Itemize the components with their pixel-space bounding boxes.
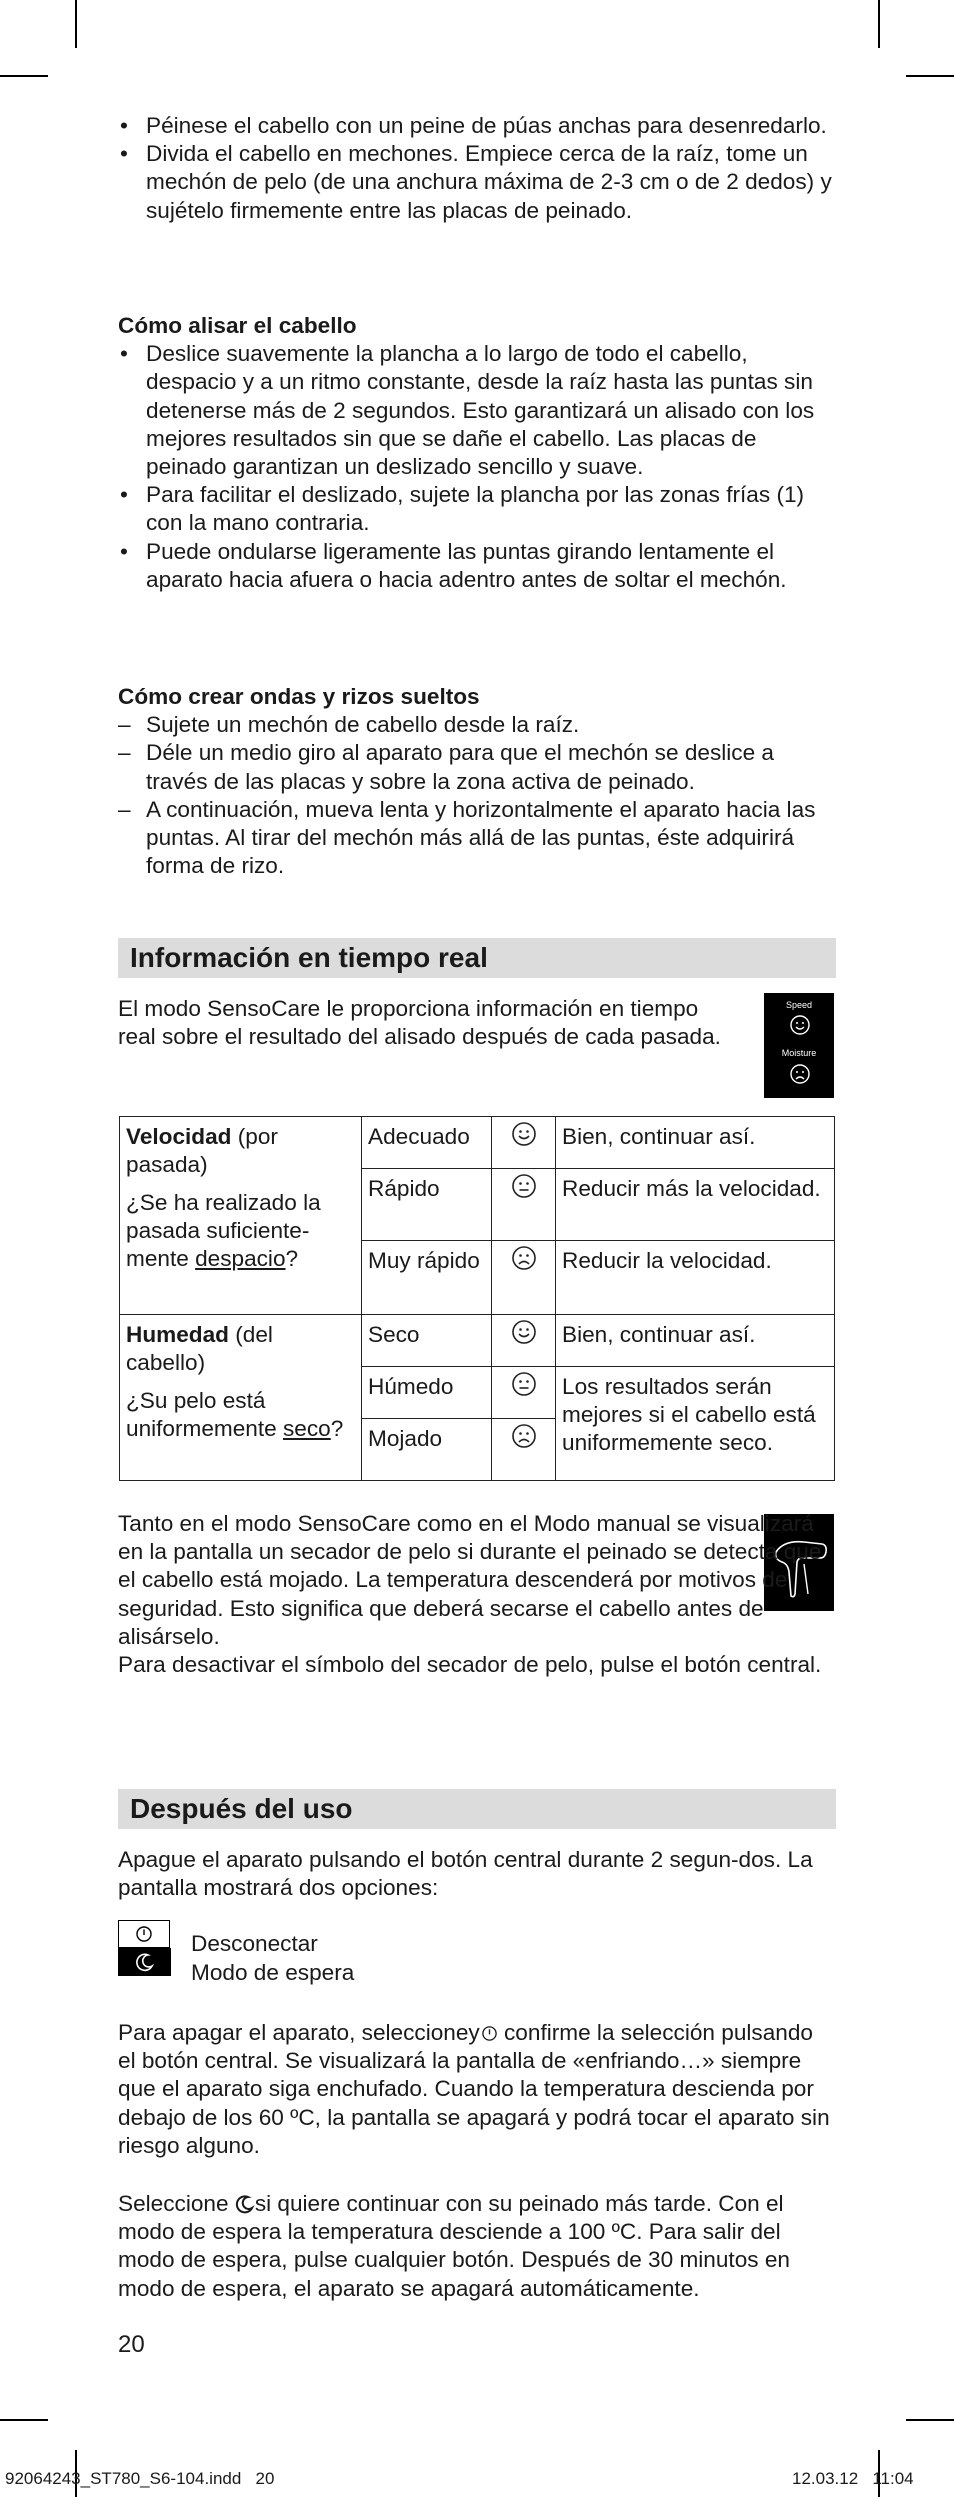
state-cell: Muy rápido	[362, 1241, 492, 1315]
realtime-header	[118, 938, 836, 978]
frown-icon	[789, 1063, 811, 1085]
face-cell	[492, 1419, 556, 1481]
list-item: • Divida el cabello en mechones. Empiece cerca de la raíz, tome un mechón de pelo (de una anchura máxima de 2-3 cm o de 2 dedos) y sujételo firmemente entre las placas de peinado.	[118, 140, 836, 225]
moon-icon	[135, 1952, 155, 1972]
list-item: – A continuación, mueva lenta y horizontalmente el aparato hacia las puntas. Al tirar del mechón más allá de las puntas, éste adquirirá forma de rizo.	[118, 796, 836, 881]
speed-question-end: ?	[285, 1246, 299, 1271]
moisture-header-cell	[120, 1315, 362, 1481]
frown-icon	[511, 1423, 537, 1449]
after-header	[118, 1789, 836, 1829]
state-cell: Adecuado	[362, 1117, 492, 1169]
advice-cell: Bien, continuar así.	[556, 1315, 835, 1367]
straighten-list	[118, 340, 836, 594]
p2-text-b: si quiere continuar con su peinado más tarde. Con el modo de espera la temperatura desciende a 100 ºC. Para salir del modo de espera, pulse cualquier botón. Después de 30 minutos en modo de espera, el aparato se apagará automáticamente.	[118, 2191, 790, 2301]
speed-title-rest: (por pasada)	[126, 1124, 278, 1177]
list-item: • Puede ondularse ligeramente las puntas girando lentamente el aparato hacia afuera o hacia adentro antes de soltar el mechón.	[118, 538, 836, 594]
moon-icon	[235, 2194, 255, 2214]
advice-cell: Reducir la velocidad.	[556, 1241, 835, 1315]
option-standby-label: Modo de espera	[191, 1960, 355, 1985]
standby-option-box	[118, 1948, 171, 1976]
face-cell	[492, 1117, 556, 1169]
waves-heading: Cómo crear ondas y rizos sueltos	[118, 684, 480, 709]
after-paragraph-1	[118, 2019, 836, 2160]
realtime-intro	[118, 995, 738, 1051]
waves-section	[118, 683, 836, 880]
speed-header-cell	[120, 1117, 362, 1315]
moisture-title-rest: (del cabello)	[126, 1322, 273, 1375]
neutral-icon	[511, 1173, 537, 1199]
face-cell	[492, 1367, 556, 1419]
frown-icon	[511, 1245, 537, 1271]
crop-mark	[0, 2419, 48, 2421]
section-heading: Información en tiempo real	[118, 938, 836, 978]
state-cell: Mojado	[362, 1419, 492, 1481]
p1-text-a: Para apagar el aparato, seleccioney	[118, 2020, 480, 2045]
waves-list	[118, 711, 836, 880]
power-icon	[481, 2025, 498, 2042]
page-number: 20	[118, 2331, 145, 2358]
display-speed-label: Speed	[785, 1000, 813, 1010]
speed-title: Velocidad	[126, 1124, 232, 1149]
section-heading: Después del uso	[118, 1789, 836, 1829]
intro-text: El modo SensoCare le proporciona información en tiempo real sobre el resultado del alisado después de cada pasada.	[118, 996, 721, 1050]
after-paragraph-2	[118, 2190, 836, 2303]
footer-date: 12.03.12 11:04	[792, 2469, 914, 2488]
smile-icon	[511, 1121, 537, 1147]
moisture-question: ¿Su pelo está uniformemente	[126, 1388, 283, 1441]
crop-mark	[878, 0, 880, 48]
sensocare-table-wrap	[119, 1116, 835, 1481]
sensocare-table	[119, 1116, 835, 1481]
speed-question-underlined: despacio	[195, 1246, 286, 1271]
top-bullet-list	[118, 112, 836, 225]
table-row	[120, 1315, 835, 1367]
list-item: • Péinese el cabello con un peine de púas anchas para desenredarlo.	[118, 112, 836, 140]
face-cell	[492, 1241, 556, 1315]
sensocare-display	[764, 993, 834, 1098]
moisture-question-underlined: seco	[282, 1416, 331, 1441]
advice-cell: Reducir más la velocidad.	[556, 1169, 835, 1241]
smile-icon	[789, 1014, 811, 1036]
face-cell	[492, 1169, 556, 1241]
after-intro	[118, 1846, 836, 1902]
list-item: • Para facilitar el deslizado, sujete la plancha por las zonas frías (1) con la mano contraria.	[118, 481, 836, 537]
list-item: – Sujete un mechón de cabello desde la raíz.	[118, 711, 836, 739]
advice-cell-shared: Los resultados serán mejores si el cabello está uniformemente seco.	[556, 1367, 835, 1481]
crop-mark	[906, 2419, 954, 2421]
straighten-heading: Cómo alisar el cabello	[118, 313, 357, 338]
advice-cell: Bien, continuar así.	[556, 1117, 835, 1169]
crop-mark	[906, 75, 954, 77]
table-row	[120, 1117, 835, 1169]
list-item: • Deslice suavemente la plancha a lo largo de todo el cabello, despacio y a un ritmo constante, desde la raíz hasta las puntas sin detenerse más de 2 segundos. Esto garantizará un alisado con los mejores resultados sin que se dañe el cabello. Las placas de peinado garantizan un deslizado sencillo y suave.	[118, 340, 836, 481]
off-option-box	[118, 1920, 170, 1948]
dryer-section	[118, 1510, 836, 1679]
state-cell: Húmedo	[362, 1367, 492, 1419]
neutral-icon	[511, 1371, 537, 1397]
power-icon	[135, 1925, 153, 1943]
after-intro-text: Apague el aparato pulsando el botón central durante 2 segun-dos. La pantalla mostrará dos opciones:	[118, 1847, 813, 1901]
moisture-title: Humedad	[126, 1322, 229, 1347]
speed-question: ¿Se ha realizado la pasada suficiente-mente	[126, 1190, 321, 1271]
dryer-text	[118, 1510, 836, 1651]
straighten-section	[118, 312, 836, 594]
list-item: – Déle un medio giro al aparato para que el mechón se deslice a través de las placas y sobre la zona activa de peinado.	[118, 739, 836, 795]
face-cell	[492, 1315, 556, 1367]
p2-text-a: Seleccione	[118, 2191, 235, 2216]
footer-file: 92064243_ST780_S6-104.indd 20	[5, 2469, 275, 2488]
crop-mark	[75, 0, 77, 48]
option-off-label: Desconectar	[191, 1931, 318, 1956]
moisture-question-end: ?	[330, 1416, 344, 1441]
dryer-off-text: Para desactivar el símbolo del secador de pelo, pulse el botón central.	[118, 1652, 822, 1678]
crop-mark	[0, 75, 48, 77]
p1-text-b: confirme la selección pulsando el botón central. Se visualizará la pantalla de «enfriando…» siempre que el aparato siga enchufado. Cuando la temperatura descienda por debajo de los 60 ºC, la pantalla se apagará y podrá tocar el aparato sin riesgo alguno.	[118, 2020, 830, 2158]
dryer-paragraph: Tanto en el modo SensoCare como en el Modo manual se visualizará en la pantalla un secador de pelo si durante el peinado se detecta que el cabello está mojado. La temperatura descenderá por motivos de seguridad. Esto significa que deberá secarse el cabello antes de alisárselo.	[118, 1511, 822, 1649]
state-cell: Seco	[362, 1315, 492, 1367]
display-moisture-label: Moisture	[781, 1048, 817, 1058]
state-cell: Rápido	[362, 1169, 492, 1241]
smile-icon	[511, 1319, 537, 1345]
top-bullet-list-block	[118, 112, 836, 225]
